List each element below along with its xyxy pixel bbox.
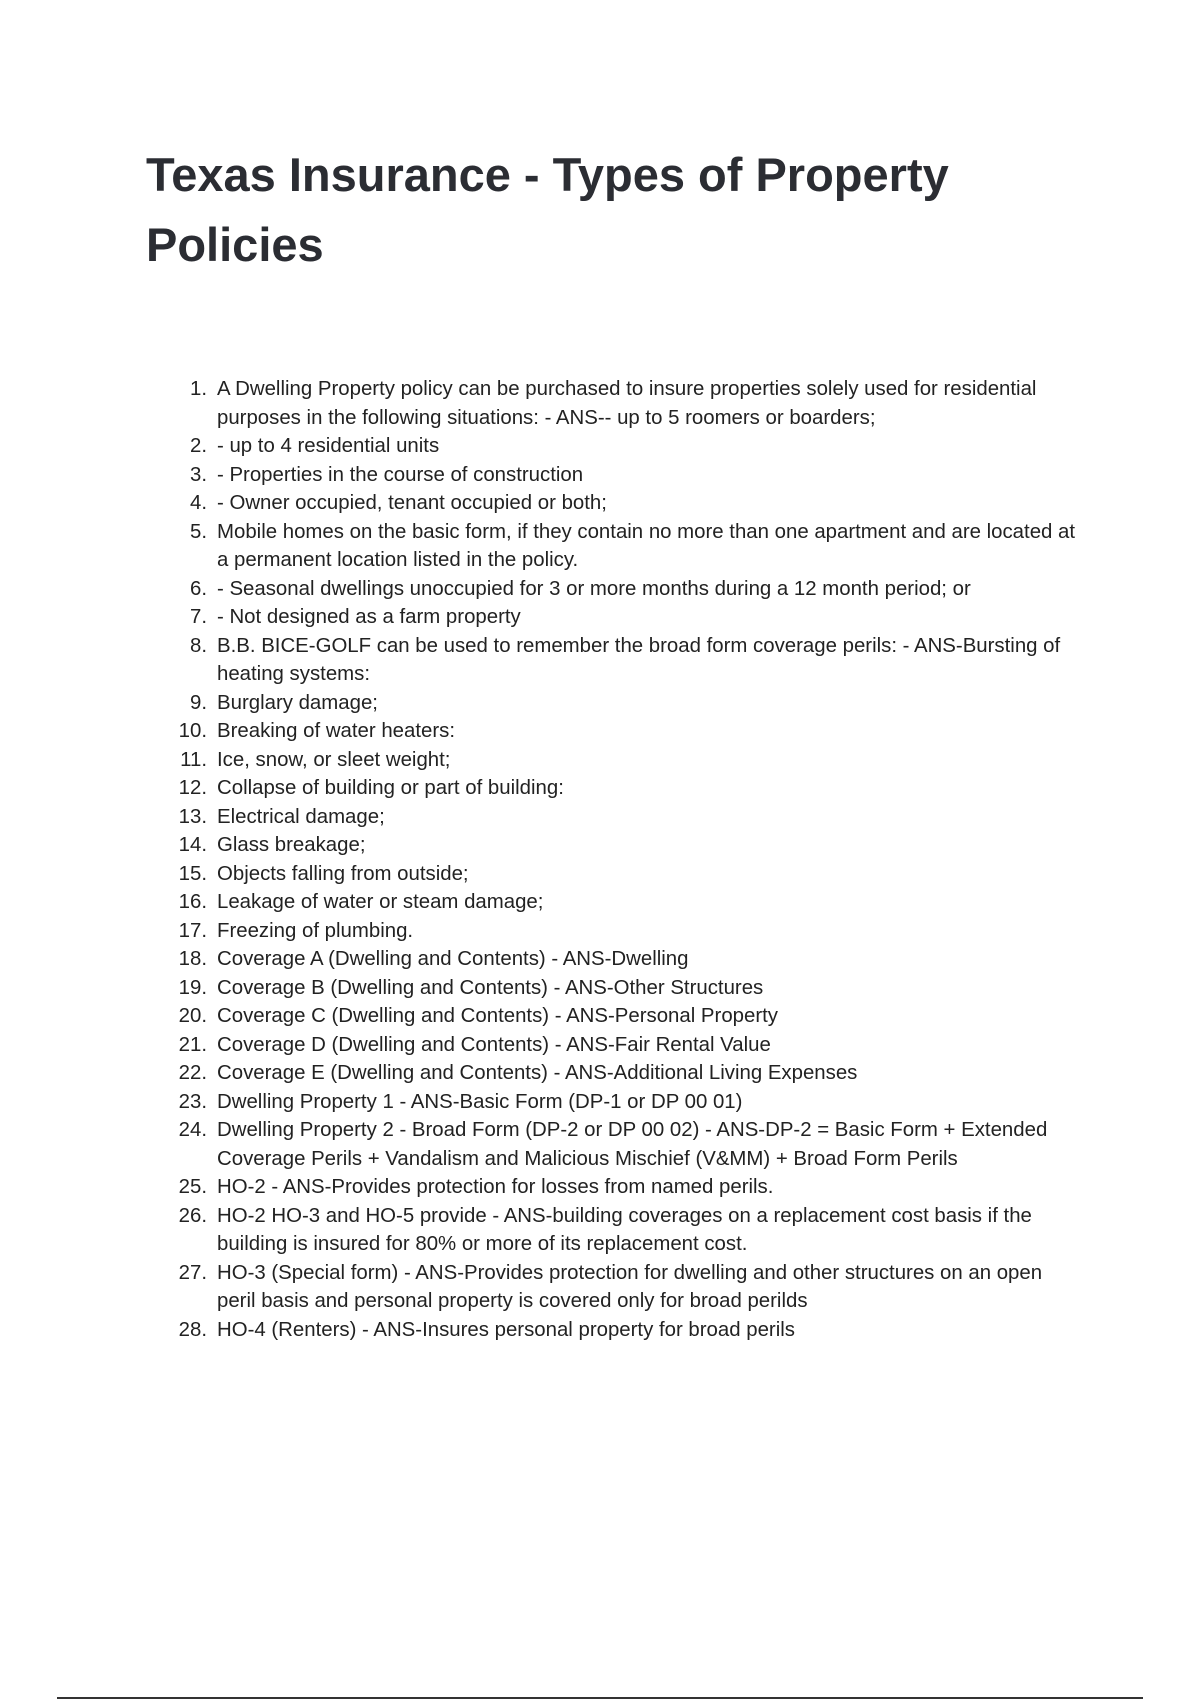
list-item-text: Dwelling Property 2 - Broad Form (DP-2 or DP 00 02) - ANS-DP-2 = Basic Form + Extended Coverage Perils + Vandalism and Malicious Mischief (V&MM) + Broad Form Perils [217, 1119, 1048, 1170]
list-item-text: Ice, snow, or sleet weight; [217, 748, 451, 771]
list-item [146, 489, 1076, 518]
list-item [146, 375, 1076, 432]
list-item-number: 28. [178, 1318, 207, 1341]
list-item-number: 1. [189, 378, 207, 400]
list-item [146, 1316, 1076, 1345]
list-item-text: Coverage C (Dwelling and Contents) - ANS-Personal Property [217, 1005, 778, 1027]
list-item-number: 25. [178, 1176, 207, 1198]
list-item [146, 432, 1076, 461]
list-item [146, 632, 1076, 689]
list-item-text: Electrical damage; [217, 805, 385, 828]
list-item [146, 689, 1076, 718]
list-item-number: 19. [178, 976, 207, 999]
list-item-text: Coverage A (Dwelling and Contents) - ANS-Dwelling [217, 948, 689, 970]
list-item-number: 3. [189, 463, 207, 486]
list-item-number: 4. [189, 492, 207, 514]
list-item [146, 1059, 1076, 1088]
list-item-number: 27. [178, 1261, 207, 1284]
list-item-text: HO-4 (Renters) - ANS-Insures personal property for broad perils [217, 1318, 795, 1341]
list-item [146, 860, 1076, 889]
list-item-number: 26. [178, 1204, 207, 1227]
list-item-text: Coverage E (Dwelling and Contents) - ANS-Additional Living Expenses [217, 1062, 858, 1084]
list-item-text: Dwelling Property 1 - ANS-Basic Form (DP-1 or DP 00 01) [217, 1090, 743, 1113]
list-item-number: 15. [178, 862, 207, 885]
list-item-text: Collapse of building or part of building: [217, 777, 564, 799]
list-item-text: - up to 4 residential units [217, 435, 440, 457]
list-item-number: 23. [178, 1090, 207, 1113]
list-item-text: Objects falling from outside; [217, 862, 469, 885]
list-item-number: 13. [178, 805, 207, 828]
list-item [146, 917, 1076, 946]
list-item [146, 518, 1076, 575]
list-item-text: A Dwelling Property policy can be purchased to insure properties solely used for residential purposes in the following situations: - ANS-- up to 5 roomers or boarders; [217, 378, 1037, 429]
list-item [146, 974, 1076, 1003]
list-item-text: HO-3 (Special form) - ANS-Provides protection for dwelling and other structures on an open peril basis and personal property is covered only for broad perilds [217, 1261, 1043, 1312]
list-item [146, 774, 1076, 803]
list-item-text: Leakage of water or steam damage; [217, 891, 544, 913]
list-item-number: 6. [189, 577, 207, 600]
list-item-number: 10. [178, 720, 207, 742]
list-item-text: Coverage D (Dwelling and Contents) - ANS-Fair Rental Value [217, 1033, 771, 1056]
list-item [146, 1259, 1076, 1316]
list-item-text: - Not designed as a farm property [217, 606, 521, 628]
list-item [146, 888, 1076, 917]
list-item-number: 22. [178, 1062, 207, 1084]
list-item-text: Burglary damage; [217, 691, 378, 714]
list-item [146, 945, 1076, 974]
list-item-text: Coverage B (Dwelling and Contents) - ANS-Other Structures [217, 976, 764, 999]
list-item [146, 603, 1076, 632]
list-item-number: 16. [178, 891, 207, 913]
footer-divider [57, 1697, 1143, 1699]
list-item [146, 1116, 1076, 1173]
list-item [146, 746, 1076, 775]
list-item-text: - Owner occupied, tenant occupied or both; [217, 492, 607, 514]
list-item [146, 1031, 1076, 1060]
list-item-text: HO-2 - ANS-Provides protection for losses from named perils. [217, 1176, 774, 1198]
list-item-text: - Properties in the course of construction [217, 463, 584, 486]
list-item [146, 575, 1076, 604]
list-item-number: 18. [178, 948, 207, 970]
list-item-number: 17. [178, 919, 207, 942]
list-item [146, 1002, 1076, 1031]
list-item-number: 14. [178, 834, 207, 856]
list-item [146, 803, 1076, 832]
list-item-number: 7. [189, 606, 207, 628]
list-item-number: 20. [178, 1005, 207, 1027]
list-item-text: Freezing of plumbing. [217, 919, 414, 942]
list-item-number: 5. [189, 520, 207, 543]
list-item [146, 461, 1076, 490]
list-item-text: Breaking of water heaters: [217, 720, 456, 742]
list-item-number: 21. [178, 1033, 207, 1056]
list-item [146, 1088, 1076, 1117]
page-title: Texas Insurance - Types of Property Policies [146, 148, 949, 271]
list-item-number: 8. [189, 634, 207, 657]
list-item [146, 1173, 1076, 1202]
list-item-text: B.B. BICE-GOLF can be used to remember the broad form coverage perils: - ANS-Bursting of heating systems: [217, 634, 1061, 685]
list-item-text: HO-2 HO-3 and HO-5 provide - ANS-building coverages on a replacement cost basis if the building is insured for 80% or more of its replacement cost. [217, 1204, 1032, 1255]
list-item [146, 1202, 1076, 1259]
list-item-text: Glass breakage; [217, 834, 366, 856]
list-item-number: 11. [180, 748, 207, 771]
list-item-number: 12. [178, 777, 207, 799]
list-item-text: - Seasonal dwellings unoccupied for 3 or more months during a 12 month period; or [217, 577, 971, 600]
list-item-number: 9. [189, 691, 207, 714]
list-item-number: 24. [178, 1119, 207, 1141]
list-item-number: 2. [189, 435, 207, 457]
list-item [146, 717, 1076, 746]
numbered-list [146, 375, 1076, 1344]
list-item-text: Mobile homes on the basic form, if they contain no more than one apartment and are located at a permanent location listed in the policy. [217, 520, 1076, 571]
list-item [146, 831, 1076, 860]
